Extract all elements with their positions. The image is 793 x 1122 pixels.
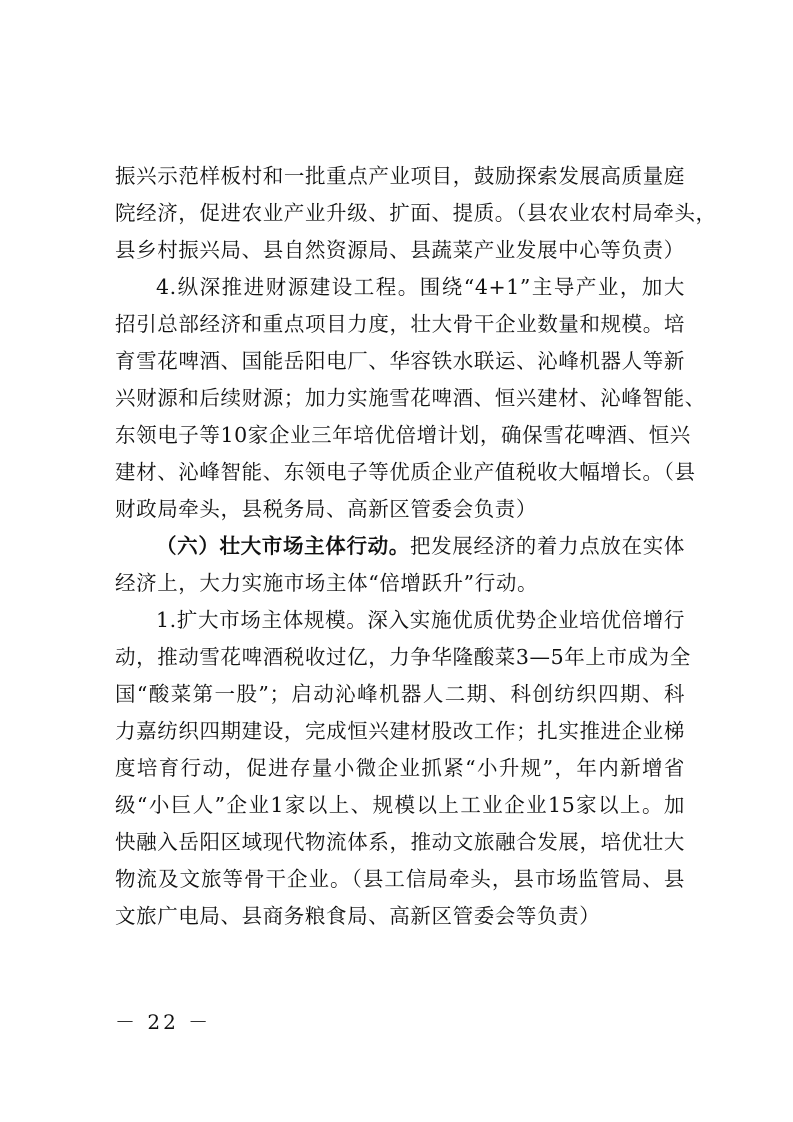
paragraph-fiscal-source-project [115,269,706,528]
text-line: 4.纵深推进财源建设工程。围绕“4+1”主导产业，加大 [156,275,685,299]
text-line: 招引总部经济和重点项目力度，壮大骨干企业数量和规模。培 [115,312,685,336]
text-line [115,528,685,565]
heading-continuation: 把发展经济的着力点放在实体 [409,534,685,558]
text-line: 动，推动雪花啤酒税收过亿，力争华隆酸菜3—5年上市成为全 [115,645,691,669]
text-line: 建材、沁峰智能、东领电子等优质企业产值税收大幅增长。（县 [115,460,696,484]
page-number: － 22 － [115,1010,212,1034]
text-line: 财政局牵头，县税务局、高新区管委会负责） [115,497,537,521]
text-line: 国“酸菜第一股”；启动沁峰机器人二期、科创纺织四期、科 [115,682,685,706]
text-line: 县乡村振兴局、县自然资源局、县蔬菜产业发展中心等负责） [115,238,685,262]
text-line: 文旅广电局、县商务粮食局、高新区管委会等负责） [115,904,601,928]
text-line: 级“小巨人”企业1家以上、规模以上工业企业15家以上。加 [115,793,685,817]
text-line: 东领电子等10家企业三年培优倍增计划，确保雪花啤酒、恒兴 [115,423,691,447]
text-line: 度培育行动，促进存量小微企业抓紧“小升规”，年内新增省 [115,756,685,780]
paragraph-rural-economy [115,158,717,269]
text-line: 1.扩大市场主体规模。深入实施优质优势企业培优倍增行 [156,608,685,632]
paragraph-market-entity-action [115,528,685,602]
text-line: 经济上，大力实施市场主体“倍增跃升”行动。 [115,571,539,595]
text-line: 育雪花啤酒、国能岳阳电厂、华容铁水联运、沁峰机器人等新 [115,349,685,373]
text-line: 振兴示范样板村和一批重点产业项目，鼓励探索发展高质量庭 [115,164,685,188]
paragraph-expand-market-scale [115,602,691,935]
text-line: 力嘉纺织四期建设，完成恒兴建材股改工作；扎实推进企业梯 [115,719,685,743]
text-line: 兴财源和后续财源；加力实施雪花啤酒、恒兴建材、沁峰智能、 [115,386,706,410]
document-body [115,158,717,935]
text-line: 快融入岳阳区域现代物流体系，推动文旅融合发展，培优壮大 [115,830,685,854]
section-heading: （六）壮大市场主体行动。 [156,534,410,558]
text-line: 院经济，促进农业产业升级、扩面、提质。（县农业农村局牵头， [115,201,717,225]
text-line: 物流及文旅等骨干企业。（县工信局牵头，县市场监管局、县 [115,867,685,891]
